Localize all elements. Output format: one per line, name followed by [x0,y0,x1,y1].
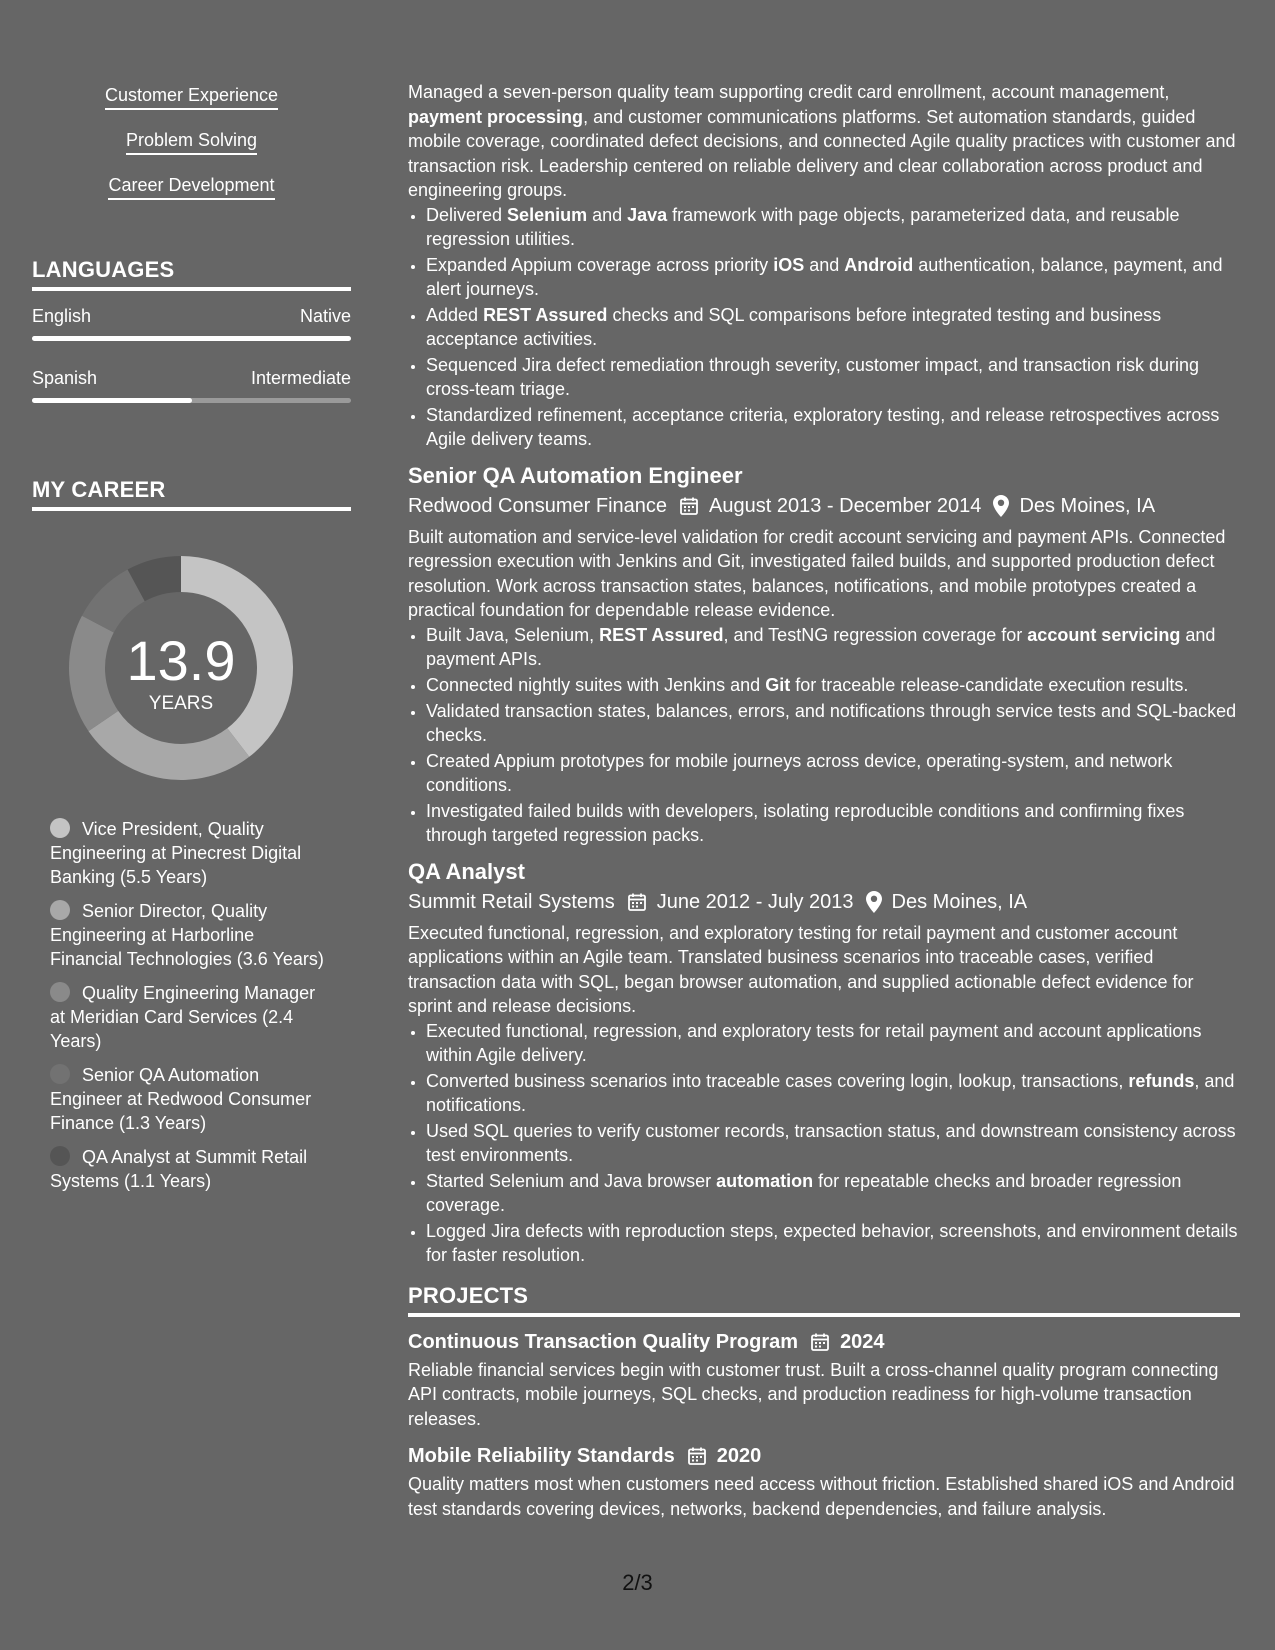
language-level: Intermediate [250,368,351,388]
skill-item: Career Development [108,174,274,200]
donut-segment [88,711,249,780]
bullet-bold-text: REST Assured [483,304,608,325]
bullet-text: Validated transaction states, balances, errors, and notifications through service tests and SQL-backed checks. [426,700,1237,745]
bullet-item [426,203,1240,251]
bullet-item [426,1019,1240,1067]
career-donut-center [66,553,296,715]
project-entry [408,1443,1240,1521]
job-bullets [408,1019,1240,1267]
job-entry [408,463,1240,847]
bullet-text: Started Selenium and Java browser [426,1170,717,1191]
project-title: Mobile Reliability Standards [408,1445,675,1467]
career-legend-label: Vice President, Quality Engineering at Pinecrest Digital Banking (5.5 Years) [50,819,302,887]
bullet-item [426,1119,1240,1167]
bullet-item [426,799,1240,847]
job-summary: Executed functional, regression, and exploratory testing for retail payment and customer account applications within an Agile team. Translated business scenarios into traceable cases, verified transaction data with SQL, began browser automation, and supplied actionable defect evidence for sprint and release decisions. [408,922,1194,1016]
legend-dot [50,1064,70,1084]
calendar-icon [810,1332,830,1352]
skill-item: Customer Experience [105,84,278,110]
project-year: 2020 [716,1445,762,1467]
bullet-text: for repeatable checks and broader regression coverage. [426,1170,1182,1215]
bullet-item [426,1069,1240,1117]
bullet-text: for traceable release-candidate execution results. [790,674,1189,695]
bullet-item [426,303,1240,351]
career-legend-label: QA Analyst at Summit Retail Systems (1.1 Years) [50,1147,308,1191]
bullet-item [426,749,1240,797]
bullet-item [426,1219,1240,1267]
job-title: Senior QA Automation Engineer [408,462,743,488]
career-legend-label: Senior QA Automation Engineer at Redwood Consumer Finance (1.3 Years) [50,1065,312,1133]
bullet-text: framework with page objects, parameterized data, and reusable regression utilities. [426,204,1180,249]
skill-item: Problem Solving [126,129,257,155]
job-dates: August 2013 - December 2014 [709,494,982,517]
bullet-text: authentication, balance, payment, and alert journeys. [426,254,1223,299]
bullet-item [426,623,1240,671]
bullet-text: Created Appium prototypes for mobile journeys across device, operating-system, and network conditions. [426,750,1173,795]
bullet-text: Used SQL queries to verify customer records, transaction status, and downstream consistency across test environments. [426,1120,1236,1165]
bullet-text: Executed functional, regression, and exploratory tests for retail payment and account applications within Agile delivery. [426,1020,1202,1065]
legend-dot [50,1146,70,1166]
language-proficiency-bar [32,398,351,403]
map-pin-icon [993,495,1009,517]
career-legend-item [50,817,330,889]
bullet-text: Added [426,304,484,325]
bullet-bold-text: iOS [773,254,805,275]
page-number: 2/3 [622,1570,653,1595]
legend-dot [50,982,70,1002]
bullet-bold-text: account servicing [1027,624,1181,645]
bullet-bold-text: Android [844,254,914,275]
bullet-text: checks and SQL comparisons before integrated testing and business acceptance activities. [426,304,1162,349]
bullet-item [426,403,1240,451]
map-pin-icon [866,891,882,913]
language-item [32,305,351,341]
skills-list [32,84,351,219]
project-description: Reliable financial services begin with customer trust. Built a cross-channel quality program connecting API contracts, mobile journeys, SQL checks, and production readiness for high-volume transaction releases. [408,1359,1219,1429]
summary-text: Managed a seven-person quality team supporting credit card enrollment, account management, [408,82,1170,102]
career-legend-item [50,899,330,971]
job-summary: Built automation and service-level validation for credit account servicing and payment APIs. Connected regression execution with Jenkins and Git, investigated failed builds, and supported production defect resolution. Work across transaction states, balances, notifications, and mobile prototypes created a practical foundation for dependable release evidence. [408,526,1226,620]
career-donut-chart [66,553,296,783]
bullet-text: Expanded Appium coverage across priority [426,254,774,275]
main-content [408,80,1240,1521]
career-total-years: 13.9 [126,629,236,692]
project-title-row [408,1329,1240,1355]
career-legend-label: Senior Director, Quality Engineering at Harborline Financial Technologies (3.6 Years) [50,901,324,969]
bullet-text: Standardized refinement, acceptance criteria, exploratory testing, and release retrospectives across Agile delivery teams. [426,404,1220,449]
job-meta [408,493,1240,519]
project-title-row [408,1443,1240,1469]
bullet-text: and payment APIs. [426,624,1216,669]
legend-dot [50,818,70,838]
bullet-text: Converted business scenarios into traceable cases covering login, lookup, transactions, [426,1070,1129,1091]
bullet-text: , and notifications. [426,1070,1235,1115]
bullet-text: Built Java, Selenium, [426,624,600,645]
language-level: Native [299,306,351,326]
language-item [32,367,351,403]
bullet-bold-text: REST Assured [599,624,724,645]
summary-bold-text: payment processing [408,106,584,127]
job-location: Des Moines, IA [1019,494,1156,517]
language-proficiency-bar [32,336,351,341]
project-year: 2024 [840,1330,885,1353]
career-heading: MY CAREER [32,477,351,511]
bullet-item [426,699,1240,747]
bullet-text: Delivered [426,204,508,225]
bullet-bold-text: refunds [1128,1070,1195,1091]
language-name: Spanish [32,368,98,388]
job-location: Des Moines, IA [891,890,1028,913]
bullet-text: Investigated failed builds with developers, isolating reproducible conditions and confirming fixes through targeted regression packs. [426,800,1185,845]
career-legend-item [50,981,330,1053]
bullet-text: and [804,254,845,275]
bullet-bold-text: Git [765,674,791,695]
language-name: English [32,306,92,326]
languages-heading: LANGUAGES [32,257,351,291]
project-entry [408,1329,1240,1432]
bullet-bold-text: Java [627,204,668,225]
calendar-icon [627,892,647,912]
project-title: Continuous Transaction Quality Program [408,1330,799,1353]
intro-summary [408,80,1240,203]
career-legend-item [50,1063,330,1135]
bullet-item [426,673,1240,697]
calendar-icon [679,496,699,516]
bullet-item [426,1169,1240,1217]
bullet-text: Connected nightly suites with Jenkins and [426,674,766,695]
job-meta [408,889,1240,915]
bullet-item [426,353,1240,401]
language-proficiency-fill [32,336,351,341]
bullet-item [426,253,1240,301]
calendar-icon [687,1446,707,1466]
job-dates: June 2012 - July 2013 [656,890,854,913]
bullet-text: Sequenced Jira defect remediation through severity, customer impact, and transaction risk during cross-team triage. [426,354,1200,399]
company-name: Redwood Consumer Finance [408,494,668,517]
project-description: Quality matters most when customers need access without friction. Established shared iOS and Android test standards covering devices, networks, backend dependencies, and failure analysis. [408,1474,1235,1519]
job-bullets [408,623,1240,847]
career-legend [50,817,330,1193]
job-title: QA Analyst [408,858,525,884]
bullet-text: and [587,204,628,225]
bullet-text: Logged Jira defects with reproduction steps, expected behavior, screenshots, and environment details for faster resolution. [426,1220,1238,1265]
intro-bullets [408,203,1240,451]
bullet-text: , and TestNG regression coverage for [723,624,1028,645]
sidebar [32,84,351,1203]
projects-heading: PROJECTS [408,1283,1240,1317]
company-name: Summit Retail Systems [408,890,615,913]
summary-text: , and customer communications platforms. Set automation standards, guided mobile coverage, coordinated defect decisions, and connected Agile quality practices with customer and transaction risk. Leadership centered on reliable delivery and clear collaboration across product and engineering groups. [408,106,1236,200]
legend-dot [50,900,70,920]
job-entry [408,859,1240,1267]
career-legend-label: Quality Engineering Manager at Meridian Card Services (2.4 Years) [50,983,316,1051]
bullet-bold-text: automation [716,1170,814,1191]
projects-section [408,1283,1240,1522]
career-total-unit: YEARS [148,693,214,714]
bullet-bold-text: Selenium [507,204,588,225]
languages-list [32,305,351,403]
career-legend-item [50,1145,330,1193]
language-proficiency-fill [32,398,192,403]
